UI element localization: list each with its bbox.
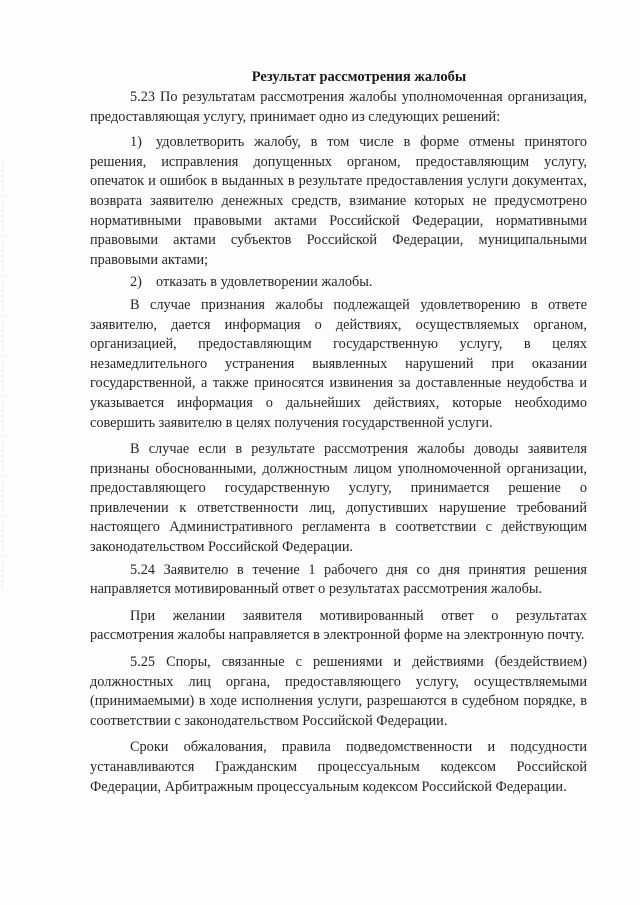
paragraph-satisfaction: В случае признания жалобы подлежащей удовлетворению в ответе заявителю, дается информация о действиях, осуществляемых органом, организацией, предоставляющим государственную услугу, в целях незамедлительного устранения выявленных нарушений при оказании государственной, а также приносятся извинения за доставленные неудобства и указывается информация о дальнейших действиях, которые необходимо совершить заявителю в целях получения государственной услуги. [90,296,587,431]
paragraph-electronic-reply: При желании заявителя мотивированный ответ о результатах рассмотрения жалобы направляется в электронной форме на электронную почту. [90,607,587,644]
list-item-1-number: 1) [130,134,142,151]
paragraph-5-25: 5.25 Споры, связанные с решениями и действиями (бездействием) должностных лиц органа, предоставляющего услугу, осуществляемыми (принимаемыми) в ходе исполнения услуги, разрешаются в судебном порядке, в соответствии с законодательством Российской Федерации. [90,654,587,729]
paragraph-5-23: 5.23 По результатам рассмотрения жалобы уполномоченная организация, предоставляющая услугу, принимает одно из следующих решений: [90,89,587,125]
list-item-1-text: удовлетворить жалобу, в том числе в форме отмены принятого решения, исправления допущенных органом, предоставляющим услугу, опечаток и ошибок в выданных в результате предоставления услуги документах, возврата заявителю денежных средств, взимание которых не предусмотрено нормативными правовыми актами Российской Федерации, нормативными правовыми актами субъектов Российской Федерации, муниципальными правовыми актами; [90,134,587,268]
list-item-2 [90,273,587,293]
list-item-2-number: 2) [130,274,142,291]
scan-edge-artifact [2,160,3,590]
paragraph-appeal-terms: Сроки обжалования, правила подведомственности и подсудности устанавливаются Гражданским процессуальным кодексом Российской Федерации, Арбитражным процессуальным кодексом Российской Федерации. [90,739,587,795]
paragraph-5-24: 5.24 Заявителю в течение 1 рабочего дня со дня принятия решения направляется мотивированный ответ о результатах рассмотрения жалобы. [90,561,587,598]
list-item-2-text: отказать в удовлетворении жалобы. [156,274,373,291]
section-heading: Результат рассмотрения жалобы [251,69,467,85]
paragraph-responsibility: В случае если в результате рассмотрения жалобы доводы заявителя признаны обоснованными, должностным лицом уполномоченной организации, предоставляющего государственную услугу, принимается решение о привлечении к ответственности лиц, допустивших нарушение требований настоящего Административного регламента в соответствии с действующим законодательством Российской Федерации. [90,441,587,556]
document-body [90,88,587,797]
list-item-1 [90,133,587,270]
